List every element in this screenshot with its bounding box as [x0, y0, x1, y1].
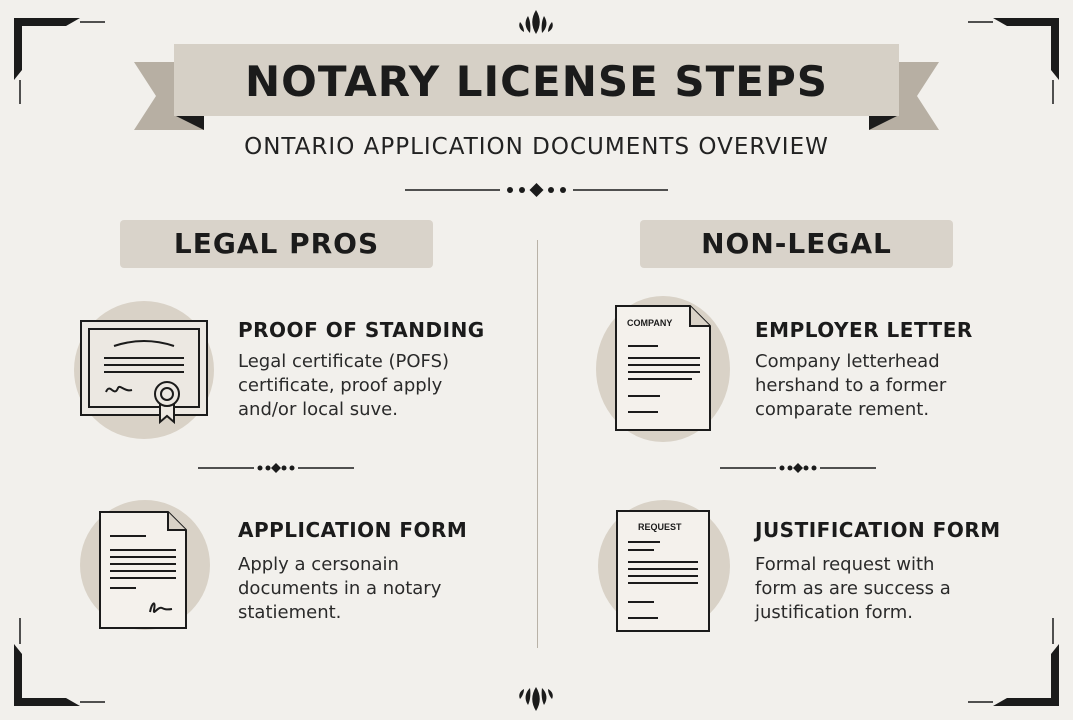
- item-title-proof-of-standing: PROOF OF STANDING: [238, 318, 485, 342]
- column-divider: [537, 240, 538, 648]
- description-line: hershand to a former: [755, 375, 947, 396]
- company-letter-label: COMPANY: [627, 318, 673, 328]
- description-line: statiement.: [238, 602, 342, 623]
- signed-form-icon: [96, 508, 192, 634]
- left-divider-ornament: [196, 460, 356, 476]
- page-subtitle: ONTARIO APPLICATION DOCUMENTS OVERVIEW: [244, 134, 829, 160]
- page-title: NOTARY LICENSE STEPS: [244, 57, 829, 106]
- item-title-employer-letter: EMPLOYER LETTER: [755, 318, 973, 342]
- column-heading-non-legal: NON-LEGAL: [640, 220, 953, 268]
- description-line: Legal certificate (POFS): [238, 351, 450, 372]
- description-line: certificate, proof apply: [238, 375, 443, 396]
- description-line: Apply a cersonain: [238, 554, 399, 575]
- item-description-employer-letter: [755, 350, 1005, 422]
- item-description-proof-of-standing: [238, 350, 488, 422]
- company-letter-icon: [612, 304, 716, 434]
- description-line: Formal request with: [755, 554, 935, 575]
- request-document-icon: [614, 508, 712, 634]
- description-line: Company letterhead: [755, 351, 940, 372]
- bottom-fleuron-icon: [506, 683, 566, 713]
- description-line: and/or local suve.: [238, 399, 398, 420]
- right-divider-ornament: [718, 460, 878, 476]
- certificate-icon: [78, 318, 212, 428]
- item-description-justification-form: [755, 553, 1005, 625]
- request-document-label: REQUEST: [638, 522, 682, 532]
- header-divider-ornament: [400, 180, 673, 200]
- item-title-justification-form: JUSTIFICATION FORM: [755, 518, 1001, 542]
- description-line: form as are success a: [755, 578, 951, 599]
- description-line: documents in a notary: [238, 578, 442, 599]
- column-heading-legal-pros: LEGAL PROS: [120, 220, 433, 268]
- item-title-application-form: APPLICATION FORM: [238, 518, 468, 542]
- description-line: justification form.: [755, 602, 914, 623]
- description-line: comparate rement.: [755, 399, 930, 420]
- item-description-application-form: [238, 553, 488, 625]
